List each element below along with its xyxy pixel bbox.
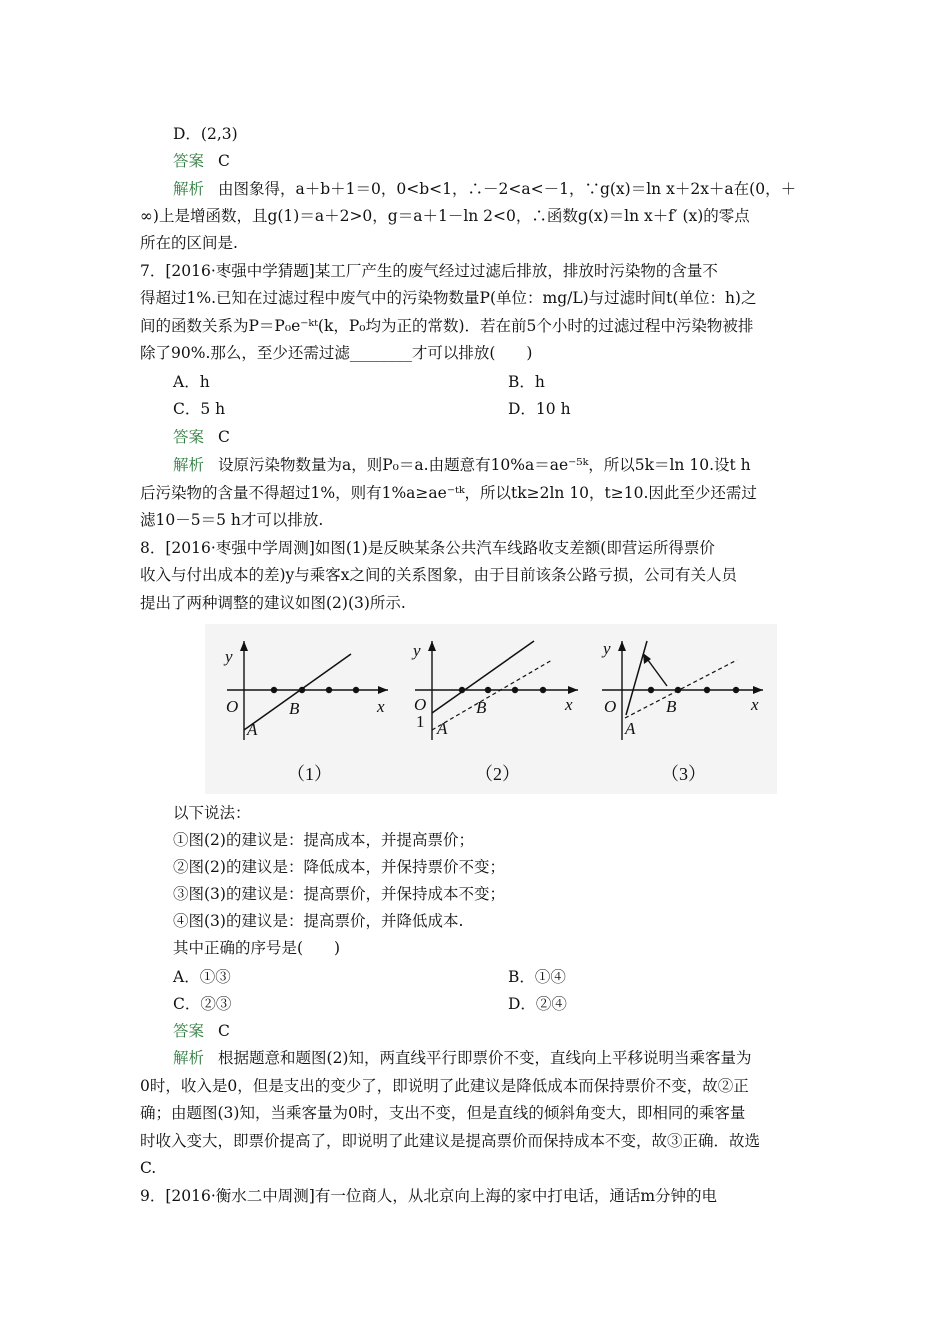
q8-statement-2: ②图(2)的建议是：降低成本，并保持票价不变； bbox=[173, 858, 505, 876]
q8-analysis-line4: 时收入变大，即票价提高了，即说明了此建议是提高票价而保持成本不变，故③正确．故选 bbox=[140, 1132, 761, 1150]
y-axis-arrow bbox=[428, 641, 436, 651]
q8-stem-line3: 提出了两种调整的建议如图(2)(3)所示. bbox=[140, 594, 406, 612]
q6-option-d: D．(2,3) bbox=[173, 125, 238, 143]
q7-option-a: A．h bbox=[173, 373, 210, 391]
q7-stem-line3: 间的函数关系为P＝P₀e⁻ᵏᵗ(k，P₀均为正的常数)．若在前5个小时的过滤过程中污染物被排 bbox=[140, 317, 754, 335]
q8-option-a: A．①③ bbox=[173, 968, 231, 986]
q7-analysis-line3: 滤10－5＝5 h才可以排放. bbox=[140, 511, 324, 529]
figure-panel-3 bbox=[601, 639, 763, 784]
q8-statements-intro: 以下说法： bbox=[173, 804, 251, 822]
answer-tag: 答案 bbox=[173, 152, 205, 170]
q6-analysis-line1: 解析 由图象得，a＋b＋1＝0，0<b<1，∴－2<a<－1，∵g(x)＝ln x＋2x＋a在(0，＋ bbox=[173, 180, 797, 198]
label-b: B bbox=[476, 698, 487, 717]
axis-dot bbox=[704, 687, 710, 693]
q8-figure-svg bbox=[205, 624, 777, 794]
q8-analysis-line3: 确；由题图(3)知，当乘客量为0时，支出不变，但是直线的倾斜角变大，即相同的乘客量 bbox=[140, 1104, 746, 1122]
label-y: y bbox=[603, 639, 611, 658]
answer-tag: 答案 bbox=[173, 428, 205, 446]
analysis-tag: 解析 bbox=[173, 1049, 205, 1067]
label-x: x bbox=[751, 695, 759, 714]
label-a: A bbox=[437, 719, 448, 738]
axis-dot bbox=[675, 687, 681, 693]
axis-dot bbox=[512, 687, 518, 693]
axis-dot bbox=[326, 687, 332, 693]
q6-analysis-line3: 所在的区间是. bbox=[140, 234, 238, 252]
q8-figure bbox=[205, 624, 777, 794]
q7-option-b: B．h bbox=[508, 373, 545, 391]
q6-analysis-line2: ∞)上是增函数，且g(1)＝a＋2>0，g＝a＋1－ln 2<0，∴函数g(x)＝ln x＋f′ (x)的零点 bbox=[140, 207, 750, 225]
q8-stem-line1: 8．[2016·枣强中学周测]如图(1)是反映某条公共汽车线路收支差额(即营运所得票价 bbox=[140, 539, 715, 557]
q7-analysis-line1: 解析 设原污染物数量为a，则P₀＝a.由题意有10%a＝ae⁻⁵ᵏ，所以5k＝ln 10.设t h bbox=[173, 456, 751, 474]
axis-dot bbox=[459, 687, 465, 693]
q8-statement-3: ③图(3)的建议是：提高票价，并保持成本不变； bbox=[173, 885, 505, 903]
figure-panel-1 bbox=[223, 641, 388, 784]
q6-answer-line bbox=[173, 151, 230, 171]
q8-answer-line bbox=[173, 1021, 230, 1041]
axis-dot bbox=[271, 687, 277, 693]
caption-2: （2） bbox=[475, 764, 520, 784]
answer-tag: 答案 bbox=[173, 1022, 205, 1040]
q7-stem-line4: 除了90%.那么，至少还需过滤________才可以排放( ) bbox=[140, 344, 533, 362]
q8-analysis-line2: 0时，收入是0，但是支出的变少了，即说明了此建议是降低成本而保持票价不变，故②正 bbox=[140, 1077, 749, 1095]
q8-option-c: C．②③ bbox=[173, 995, 232, 1013]
q8-stem-line2: 收入与付出成本的差)y与乘客x之间的关系图象，由于目前该条公路亏损，公司有关人员 bbox=[140, 566, 738, 584]
answer-value: C bbox=[218, 428, 230, 446]
caption-1: （1） bbox=[287, 764, 332, 784]
q8-option-b: B．①④ bbox=[508, 968, 566, 986]
q8-analysis-line1: 解析 根据题意和题图(2)知，两直线平行即票价不变，直线向上平移说明当乘客量为 bbox=[173, 1049, 752, 1067]
q7-stem-line1: 7．[2016·枣强中学猜题]某工厂产生的废气经过过滤后排放，排放时污染物的含量不 bbox=[140, 262, 718, 280]
q8-statement-1: ①图(2)的建议是：提高成本，并提高票价； bbox=[173, 831, 474, 849]
q9-stem-line1: 9．[2016·衡水二中周测]有一位商人，从北京向上海的家中打电话，通话m分钟的电 bbox=[140, 1187, 718, 1205]
x-axis-arrow bbox=[378, 686, 388, 694]
y-axis-arrow bbox=[618, 641, 626, 651]
q8-option-d: D．②④ bbox=[508, 995, 567, 1013]
label-o: O bbox=[604, 697, 617, 716]
q7-option-d: D．10 h bbox=[508, 400, 571, 418]
q8-ask: 其中正确的序号是( ) bbox=[173, 939, 341, 957]
x-axis-arrow bbox=[753, 686, 763, 694]
figure-panel-2 bbox=[411, 641, 578, 784]
q8-statement-4: ④图(3)的建议是：提高票价，并降低成本. bbox=[173, 912, 464, 930]
q7-answer-line bbox=[173, 427, 230, 447]
steeper-line bbox=[626, 641, 647, 715]
q7-option-c: C．5 h bbox=[173, 400, 226, 418]
y-axis-arrow bbox=[240, 641, 248, 651]
q7-analysis-line2: 后污染物的含量不得超过1%，则有1%a≥ae⁻ᵗᵏ，所以tk≥2ln 10，t≥10.因此至少还需过 bbox=[140, 484, 757, 502]
answer-value: C bbox=[218, 152, 230, 170]
caption-3: （3） bbox=[661, 764, 706, 784]
label-y: y bbox=[413, 641, 421, 660]
axis-dot bbox=[540, 687, 546, 693]
axis-dot bbox=[353, 687, 359, 693]
q7-stem-line2: 得超过1%.已知在过滤过程中废气中的污染物数量P(单位：mg/L)与过滤时间t(单位：h)之 bbox=[140, 289, 757, 307]
profit-line bbox=[244, 654, 351, 730]
label-b: B bbox=[666, 697, 677, 716]
label-b: B bbox=[289, 699, 300, 718]
analysis-tag: 解析 bbox=[173, 456, 205, 474]
label-o: O bbox=[414, 695, 427, 714]
label-a: A bbox=[247, 720, 258, 739]
label-x: x bbox=[377, 697, 385, 716]
label-a: A bbox=[625, 719, 636, 738]
analysis-tag: 解析 bbox=[173, 180, 205, 198]
x-axis-arrow bbox=[568, 686, 578, 694]
axis-dot bbox=[299, 687, 305, 693]
q8-analysis-line5: C. bbox=[140, 1159, 157, 1177]
axis-dot bbox=[733, 687, 739, 693]
axis-dot bbox=[648, 687, 654, 693]
axis-dot bbox=[485, 687, 491, 693]
label-o: O bbox=[226, 697, 239, 716]
label-y: y bbox=[225, 647, 233, 666]
label-1: 1 bbox=[416, 712, 425, 731]
answer-value: C bbox=[218, 1022, 230, 1040]
label-x: x bbox=[565, 695, 573, 714]
